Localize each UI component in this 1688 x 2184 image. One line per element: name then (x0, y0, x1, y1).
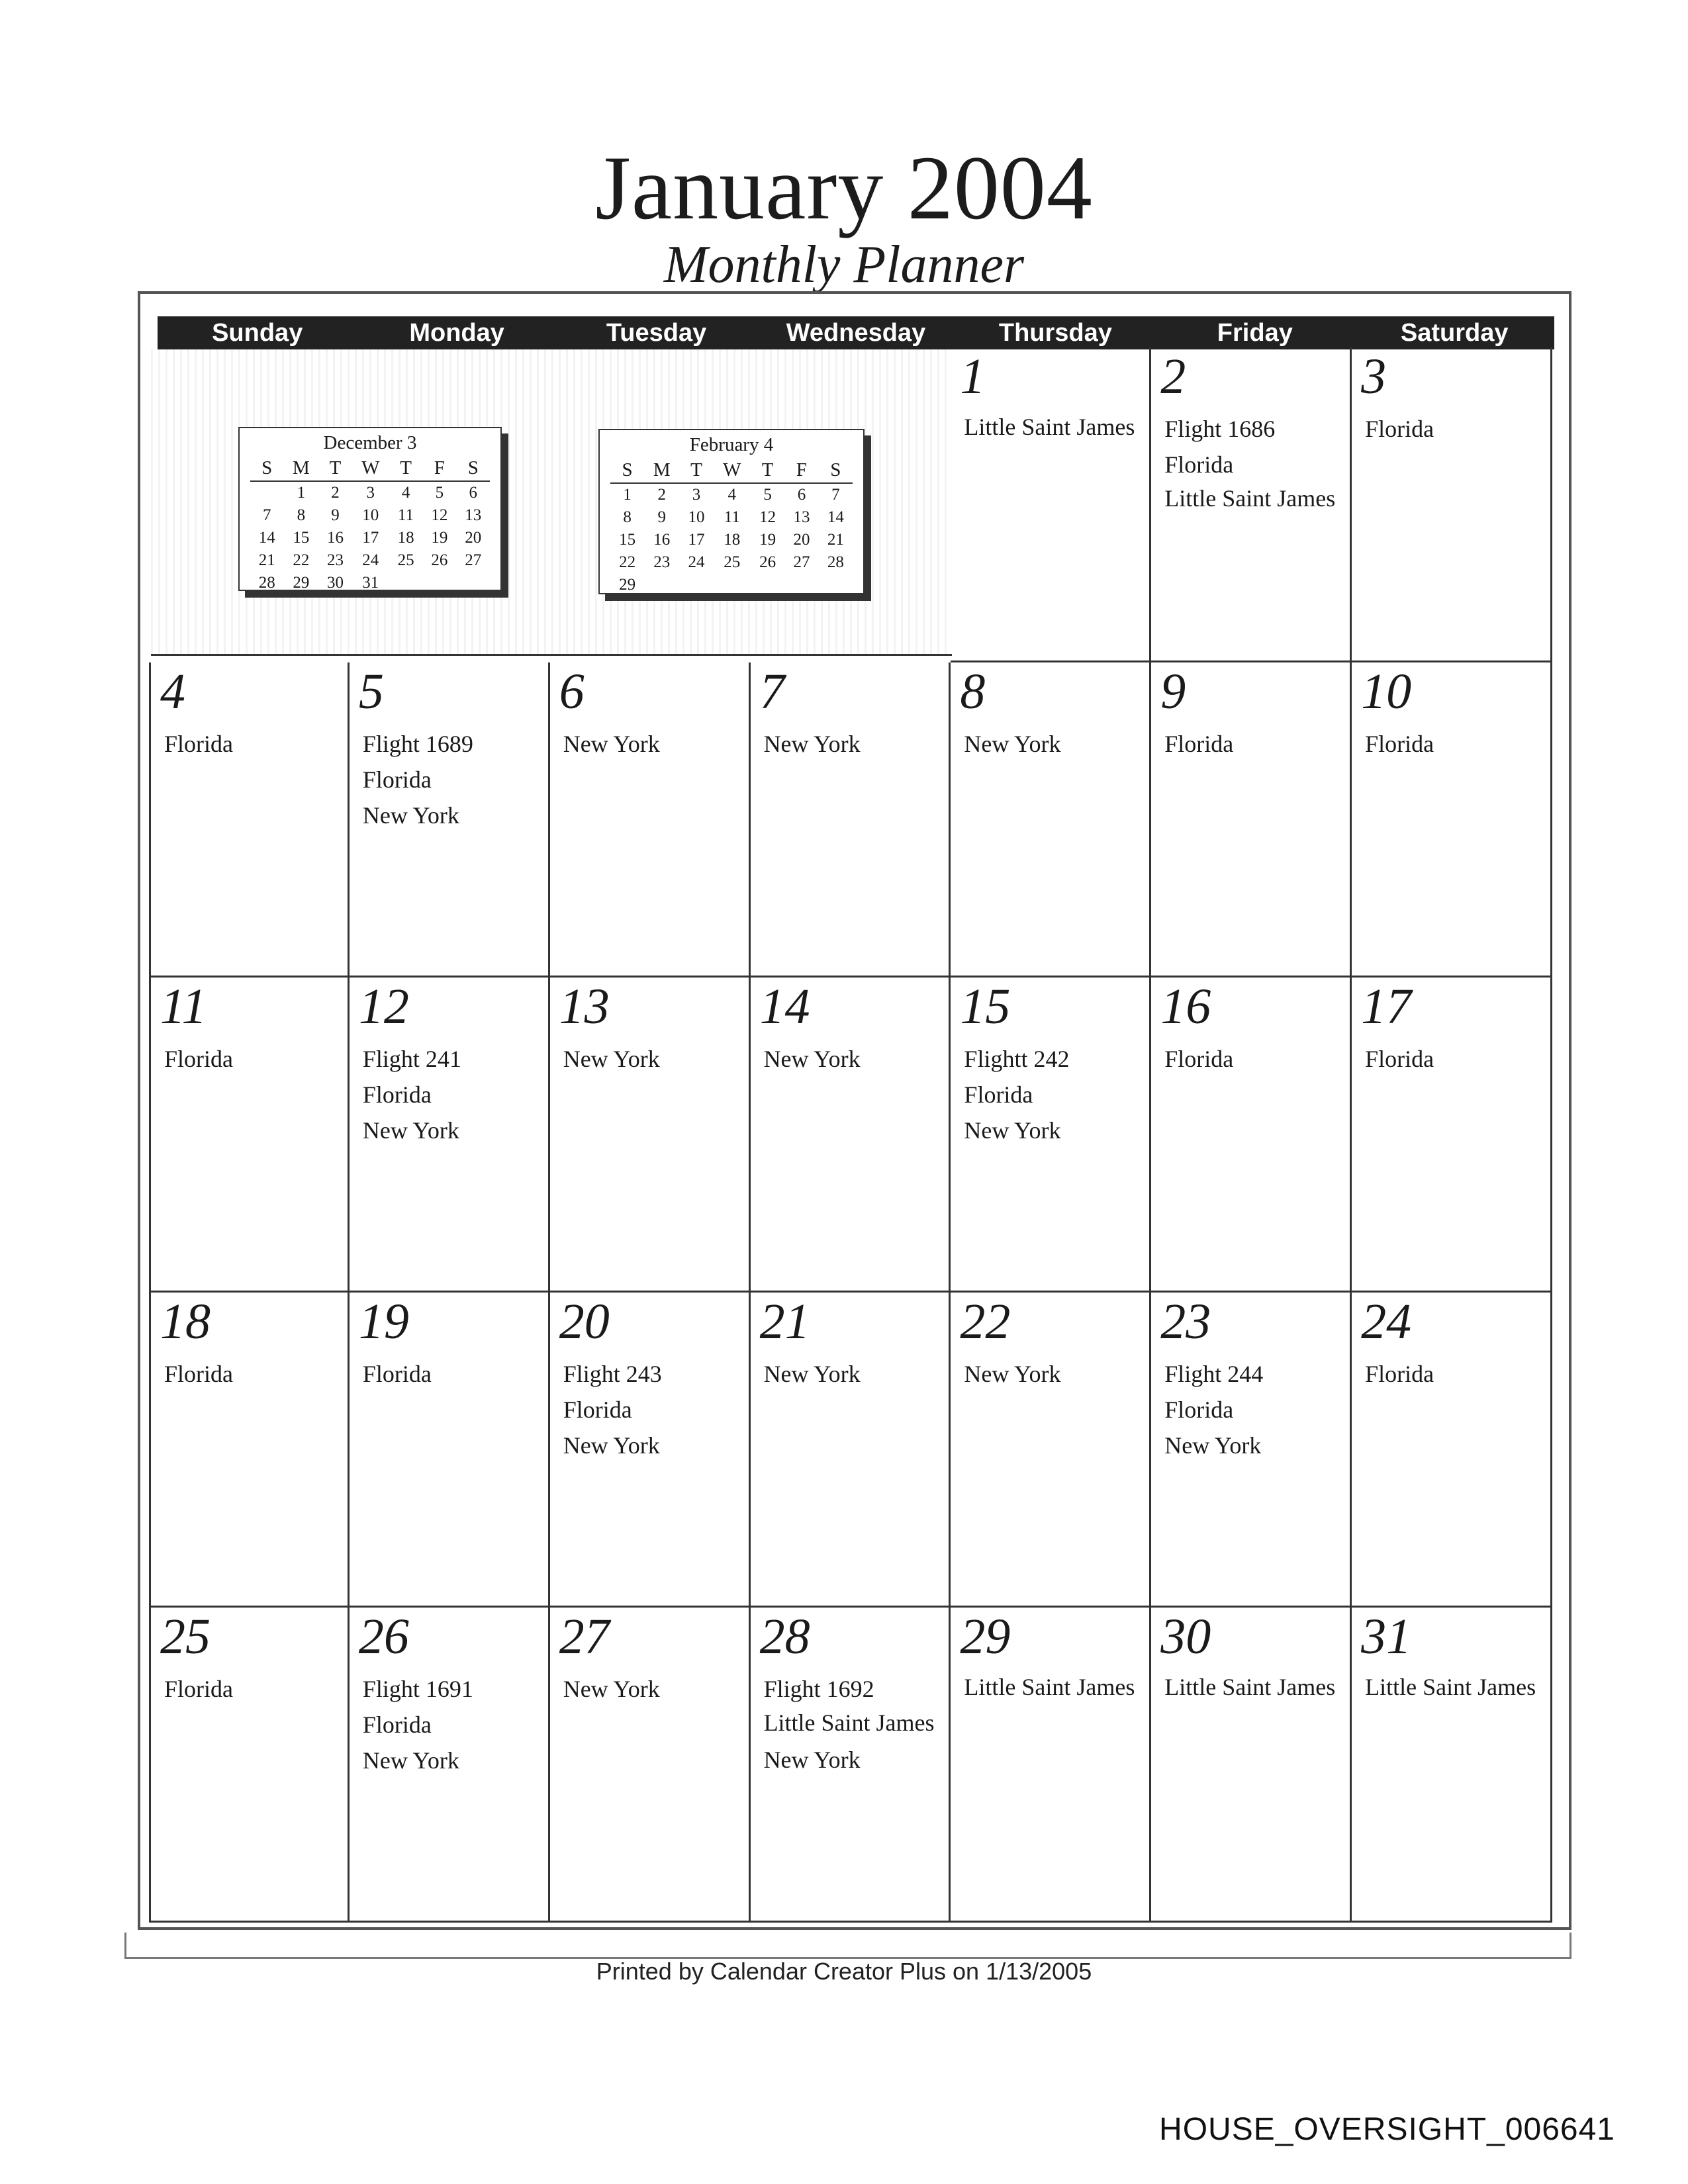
day-number: 15 (960, 979, 1011, 1034)
day-events (164, 1356, 341, 1392)
mini-date: 18 (724, 531, 741, 549)
event-entry: Florida (1365, 1361, 1434, 1387)
day-cell (350, 978, 550, 1293)
day-number: 8 (960, 664, 986, 719)
mini-week-row (610, 551, 853, 574)
mini-date (644, 574, 679, 596)
mini-weekday-row (610, 458, 853, 484)
mini-week-row (610, 506, 853, 529)
day-cell (149, 978, 350, 1293)
mini-date: 14 (827, 508, 844, 527)
day-number: 20 (559, 1294, 610, 1349)
mini-date: 25 (397, 551, 414, 570)
mini-week-row (250, 481, 490, 504)
event-entry: New York (563, 1046, 660, 1072)
event-entry: Florida (362, 1711, 432, 1738)
bates-stamp: HOUSE_OVERSIGHT_006641 (1159, 2112, 1615, 2147)
weekday-tuesday: Tuesday (606, 319, 707, 347)
mini-weekday: W (714, 458, 751, 484)
mini-date: 27 (465, 551, 482, 570)
day-events (964, 1041, 1143, 1148)
event-entry: Florida (563, 1396, 632, 1423)
mini-date: 18 (397, 529, 414, 547)
event-entry: Flight 1692 (763, 1676, 874, 1702)
day-number: 30 (1160, 1609, 1211, 1664)
mini-date: 17 (688, 531, 705, 549)
mini-week-row (250, 504, 490, 527)
day-events (1365, 1671, 1544, 1706)
event-entry: Flight 1689 (362, 731, 473, 757)
event-entry: Florida (362, 1081, 432, 1108)
mini-week-row (610, 529, 853, 551)
day-events (764, 1671, 943, 1778)
mini-date: 16 (653, 531, 671, 549)
day-events (764, 726, 943, 762)
day-number: 21 (759, 1294, 810, 1349)
mini-date: 1 (623, 486, 632, 504)
event-entry: Florida (164, 1361, 233, 1387)
mini-date (456, 572, 490, 594)
mini-calendar-december (238, 427, 502, 591)
mini-date: 5 (763, 486, 772, 504)
mini-date: 3 (366, 484, 375, 502)
day-cell (751, 978, 951, 1293)
mini-date: 9 (331, 506, 340, 525)
mini-date: 23 (653, 553, 671, 572)
mini-weekday: F (784, 458, 818, 484)
mini-date: 8 (623, 508, 632, 527)
day-events (1164, 1041, 1343, 1077)
mini-date: 16 (327, 529, 344, 547)
day-cell (1151, 347, 1352, 662)
day-events (164, 726, 341, 762)
event-entry: Flight 241 (362, 1046, 461, 1072)
day-cell (149, 662, 350, 978)
mini-week-row (250, 572, 490, 594)
day-number: 29 (960, 1609, 1011, 1664)
day-number: 26 (358, 1609, 409, 1664)
event-entry: Florida (1164, 1396, 1234, 1423)
mini-weekday: M (644, 458, 679, 484)
event-entry: New York (563, 1432, 660, 1459)
mini-weekday: S (610, 458, 644, 484)
mini-date: 17 (362, 529, 379, 547)
event-entry: New York (362, 1117, 459, 1144)
mini-date: 30 (327, 574, 344, 592)
mini-date: 6 (797, 486, 806, 504)
mini-weekday: W (352, 456, 389, 482)
day-cell (550, 1608, 751, 1923)
event-entry: Florida (362, 766, 432, 793)
event-entry: New York (964, 1361, 1061, 1387)
mini-date: 3 (692, 486, 701, 504)
mini-weekday: T (318, 456, 352, 482)
mini-date: 26 (759, 553, 776, 572)
day-events (563, 1356, 742, 1463)
mini-date: 5 (435, 484, 444, 502)
day-cell (550, 1293, 751, 1608)
day-number: 25 (160, 1609, 211, 1664)
mini-date: 12 (431, 506, 448, 525)
event-entry: Florida (362, 1361, 432, 1387)
mini-date: 10 (362, 506, 379, 525)
mini-date: 13 (465, 506, 482, 525)
mini-date: 7 (831, 486, 840, 504)
weekday-header (158, 316, 1554, 349)
mini-calendar-title: December 3 (323, 432, 417, 453)
day-number: 24 (1361, 1294, 1412, 1349)
day-number: 3 (1361, 349, 1387, 404)
mini-calendar-table (250, 456, 490, 595)
mini-calendar-february (598, 429, 865, 594)
event-entry: New York (763, 1747, 861, 1774)
mini-date: 21 (827, 531, 844, 549)
day-events (363, 1671, 541, 1778)
day-cell (1352, 662, 1552, 978)
day-cell (751, 1608, 951, 1923)
day-cell (1151, 662, 1352, 978)
weekday-friday: Friday (1217, 319, 1293, 347)
mini-week-row (250, 527, 490, 549)
event-entry: Little Saint James (1164, 1674, 1336, 1700)
mini-date: 20 (465, 529, 482, 547)
day-number: 12 (358, 979, 409, 1034)
mini-date (714, 574, 751, 596)
day-events (563, 726, 742, 762)
day-events (764, 1356, 943, 1392)
mini-weekday: T (679, 458, 713, 484)
event-entry: New York (763, 731, 861, 757)
day-number: 17 (1361, 979, 1412, 1034)
event-entry: Florida (164, 1676, 233, 1702)
mini-date (751, 574, 784, 596)
mini-date: 24 (688, 553, 705, 572)
day-cell (1352, 1293, 1552, 1608)
mini-date: 25 (724, 553, 741, 572)
mini-date: 12 (759, 508, 776, 527)
day-events (1365, 411, 1544, 447)
mini-weekday-row (250, 456, 490, 482)
day-events (1164, 726, 1343, 762)
day-cell (1352, 347, 1552, 662)
day-number: 11 (160, 979, 207, 1034)
day-events (1164, 411, 1343, 518)
mini-date: 8 (297, 506, 306, 525)
weekday-monday: Monday (409, 319, 504, 347)
day-events (964, 1356, 1143, 1392)
day-number: 13 (559, 979, 610, 1034)
day-number: 23 (1160, 1294, 1211, 1349)
mini-date: 4 (727, 486, 737, 504)
event-entry: Florida (1365, 731, 1434, 757)
day-events (1365, 1356, 1544, 1392)
day-events (964, 726, 1143, 762)
day-events (363, 1356, 541, 1392)
weekday-thursday: Thursday (998, 319, 1112, 347)
event-entry: New York (1164, 1432, 1262, 1459)
mini-date (784, 574, 818, 596)
day-number: 22 (960, 1294, 1011, 1349)
event-entry: Little Saint James (763, 1709, 935, 1736)
mini-date: 2 (331, 484, 340, 502)
mini-date: 26 (431, 551, 448, 570)
day-cell (751, 662, 951, 978)
event-entry: New York (763, 1361, 861, 1387)
day-number: 5 (358, 664, 384, 719)
day-cell (951, 662, 1151, 978)
day-cell (951, 978, 1151, 1293)
weekday-sunday: Sunday (212, 319, 303, 347)
mini-date: 29 (619, 576, 636, 594)
event-entry: Florida (964, 1081, 1033, 1108)
mini-date: 28 (827, 553, 844, 572)
event-entry: Florida (1365, 1046, 1434, 1072)
mini-date (423, 572, 457, 594)
mini-weekday: M (284, 456, 318, 482)
mini-week-row (610, 574, 853, 596)
print-footer: Printed by Calendar Creator Plus on 1/13/2005 (596, 1958, 1092, 1985)
event-entry: Florida (1365, 416, 1434, 442)
day-events (964, 1671, 1143, 1706)
mini-week-row (610, 483, 853, 506)
event-entry: Florida (1164, 731, 1234, 757)
mini-date: 19 (431, 529, 448, 547)
day-cell (951, 1608, 1151, 1923)
day-events (1164, 1671, 1343, 1706)
day-cell (550, 978, 751, 1293)
mini-date: 22 (619, 553, 636, 572)
mini-date: 11 (724, 508, 740, 527)
mini-date (389, 572, 423, 594)
day-events (964, 411, 1143, 446)
mini-weekday: T (389, 456, 423, 482)
day-cell (350, 662, 550, 978)
day-events (1365, 726, 1544, 762)
mini-date: 6 (469, 484, 478, 502)
mini-weekday: S (250, 456, 284, 482)
event-entry: Little Saint James (964, 1674, 1135, 1700)
day-number: 2 (1160, 349, 1186, 404)
day-cell (350, 1608, 550, 1923)
page-subtitle: Monthly Planner (663, 236, 1025, 294)
event-entry: Little Saint James (1164, 485, 1336, 512)
day-events (563, 1671, 742, 1707)
day-cell (951, 347, 1151, 662)
day-events (363, 1041, 541, 1148)
event-entry: New York (964, 731, 1061, 757)
event-entry: New York (563, 731, 660, 757)
day-number: 28 (759, 1609, 810, 1664)
day-cell (751, 1293, 951, 1608)
day-cell (951, 1293, 1151, 1608)
day-events (1164, 1356, 1343, 1463)
mini-date: 15 (293, 529, 310, 547)
day-cell (1151, 978, 1352, 1293)
mini-date: 27 (793, 553, 810, 572)
mini-calendar-title: February 4 (689, 434, 774, 455)
mini-date: 10 (688, 508, 705, 527)
mini-date: 14 (258, 529, 275, 547)
page-title: January 2004 (595, 137, 1093, 238)
day-number: 18 (160, 1294, 211, 1349)
event-entry: Flightt 242 (964, 1046, 1070, 1072)
mini-date (679, 574, 713, 596)
mini-date: 28 (258, 574, 275, 592)
event-entry: Little Saint James (1365, 1674, 1536, 1700)
day-cell (1352, 978, 1552, 1293)
day-cell (149, 1293, 350, 1608)
day-cell (1151, 1608, 1352, 1923)
day-events (764, 1041, 943, 1077)
day-cell (1352, 1608, 1552, 1923)
mini-date (819, 574, 853, 596)
mini-date: 20 (793, 531, 810, 549)
day-number: 27 (559, 1609, 610, 1664)
day-cell (550, 662, 751, 978)
mini-date: 4 (401, 484, 410, 502)
event-entry: New York (362, 1747, 459, 1774)
day-events (563, 1041, 742, 1077)
day-number: 4 (160, 664, 185, 719)
event-entry: New York (763, 1046, 861, 1072)
mini-weekday: F (423, 456, 457, 482)
event-entry: New York (362, 802, 459, 829)
day-number: 6 (559, 664, 585, 719)
mini-date: 7 (262, 506, 271, 525)
mini-date: 24 (362, 551, 379, 570)
mini-date: 19 (759, 531, 776, 549)
event-entry: Flight 244 (1164, 1361, 1264, 1387)
mini-weekday: T (751, 458, 784, 484)
mini-date (250, 481, 284, 504)
day-number: 7 (759, 664, 785, 719)
day-events (1365, 1041, 1544, 1077)
mini-date: 11 (398, 506, 414, 525)
day-number: 14 (759, 979, 810, 1034)
mini-date: 1 (297, 484, 306, 502)
mini-date: 2 (657, 486, 667, 504)
mini-date: 9 (657, 508, 667, 527)
mini-weekday: S (456, 456, 490, 482)
mini-date: 13 (793, 508, 810, 527)
event-entry: New York (964, 1117, 1061, 1144)
event-entry: Flight 1691 (362, 1676, 473, 1702)
mini-date: 31 (362, 574, 379, 592)
day-number: 10 (1361, 664, 1412, 719)
day-number: 9 (1160, 664, 1186, 719)
event-entry: Flight 243 (563, 1361, 662, 1387)
day-number: 16 (1160, 979, 1211, 1034)
day-cell (149, 1608, 350, 1923)
event-entry: Flight 1686 (1164, 416, 1276, 442)
day-number: 19 (358, 1294, 409, 1349)
event-entry: Florida (164, 1046, 233, 1072)
mini-date: 21 (258, 551, 275, 570)
day-number: 1 (960, 349, 986, 404)
day-cell (1151, 1293, 1352, 1608)
day-cell (350, 1293, 550, 1608)
weekday-wednesday: Wednesday (786, 319, 926, 347)
day-number: 31 (1361, 1609, 1412, 1664)
event-entry: Little Saint James (964, 414, 1135, 440)
mini-calendar-table (610, 458, 853, 597)
mini-date: 29 (293, 574, 310, 592)
event-entry: New York (563, 1676, 660, 1702)
mini-week-row (250, 549, 490, 572)
event-entry: Florida (164, 731, 233, 757)
event-entry: Florida (1164, 1046, 1234, 1072)
day-events (363, 726, 541, 833)
mini-date: 15 (619, 531, 636, 549)
outer-frame (124, 1933, 1571, 1959)
mini-date: 22 (293, 551, 310, 570)
mini-date: 23 (327, 551, 344, 570)
mini-weekday: S (819, 458, 853, 484)
day-events (164, 1671, 341, 1707)
day-events (164, 1041, 341, 1077)
weekday-saturday: Saturday (1400, 319, 1509, 347)
event-entry: Florida (1164, 451, 1234, 478)
